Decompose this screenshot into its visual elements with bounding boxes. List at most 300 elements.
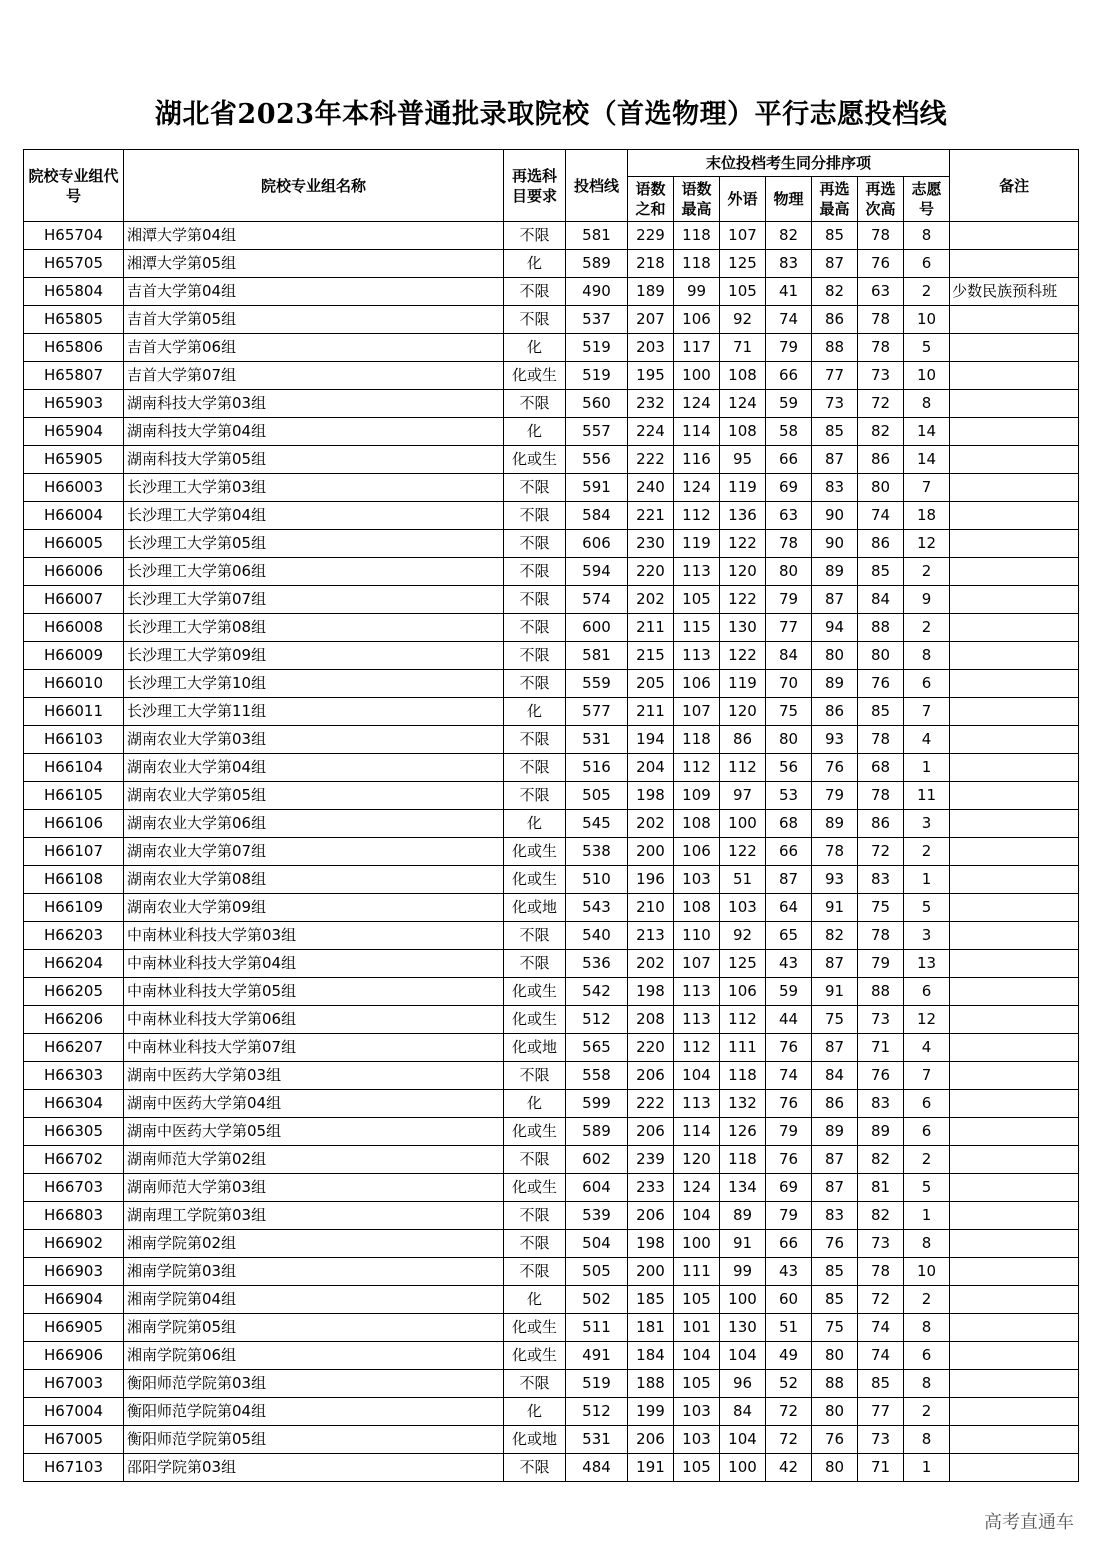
table-cell: 88	[812, 334, 858, 362]
table-cell: 207	[628, 306, 674, 334]
table-cell: 7	[904, 1062, 950, 1090]
table-cell: 不限	[504, 558, 566, 586]
table-cell: 3	[904, 810, 950, 838]
table-cell: 吉首大学第05组	[124, 306, 504, 334]
table-cell: 化	[504, 334, 566, 362]
table-cell: 112	[720, 1006, 766, 1034]
table-cell: 不限	[504, 306, 566, 334]
table-cell: 184	[628, 1342, 674, 1370]
table-cell	[950, 978, 1079, 1006]
table-cell: 77	[812, 362, 858, 390]
table-cell: 106	[674, 838, 720, 866]
table-cell: 6	[904, 978, 950, 1006]
table-row	[24, 810, 1079, 838]
table-cell: 85	[812, 1258, 858, 1286]
table-cell: 71	[858, 1454, 904, 1482]
table-cell: 75	[858, 894, 904, 922]
table-cell: 89	[858, 1118, 904, 1146]
table-row	[24, 250, 1079, 278]
table-cell: 化或生	[504, 838, 566, 866]
table-cell: 87	[812, 250, 858, 278]
table-cell: 132	[720, 1090, 766, 1118]
table-cell: 73	[858, 362, 904, 390]
table-cell: H66905	[24, 1314, 124, 1342]
table-cell: 205	[628, 670, 674, 698]
header-sub: 语数之和	[628, 177, 674, 222]
table-cell: 湖南中医药大学第03组	[124, 1062, 504, 1090]
table-cell: 118	[720, 1062, 766, 1090]
table-cell: 6	[904, 1342, 950, 1370]
table-cell: 80	[812, 1398, 858, 1426]
table-cell: 581	[566, 222, 628, 250]
table-cell: H66011	[24, 698, 124, 726]
table-cell: 56	[766, 754, 812, 782]
table-cell: 湖南农业大学第05组	[124, 782, 504, 810]
table-cell: 不限	[504, 1230, 566, 1258]
table-cell: 558	[566, 1062, 628, 1090]
table-cell: H65705	[24, 250, 124, 278]
table-cell: H66803	[24, 1202, 124, 1230]
table-cell: 491	[566, 1342, 628, 1370]
table-cell: 66	[766, 446, 812, 474]
table-cell: 545	[566, 810, 628, 838]
table-row	[24, 1258, 1079, 1286]
table-row	[24, 1062, 1079, 1090]
table-cell: 87	[812, 586, 858, 614]
table-cell: 125	[720, 250, 766, 278]
table-cell: 52	[766, 1370, 812, 1398]
table-cell: 78	[858, 334, 904, 362]
table-row	[24, 306, 1079, 334]
table-cell	[950, 558, 1079, 586]
table-cell: 74	[858, 1314, 904, 1342]
table-cell: H66203	[24, 922, 124, 950]
table-cell: 吉首大学第07组	[124, 362, 504, 390]
table-cell: 12	[904, 530, 950, 558]
table-row	[24, 1006, 1079, 1034]
table-row	[24, 1230, 1079, 1258]
table-cell: 189	[628, 278, 674, 306]
header-code: 院校专业组代号	[24, 150, 124, 222]
table-cell: 不限	[504, 754, 566, 782]
table-cell: 9	[904, 586, 950, 614]
table-cell: 124	[674, 474, 720, 502]
table-cell	[950, 642, 1079, 670]
table-cell: 中南林业科技大学第06组	[124, 1006, 504, 1034]
table-cell: H66207	[24, 1034, 124, 1062]
table-cell: 185	[628, 1286, 674, 1314]
table-cell: 92	[720, 306, 766, 334]
table-cell: 2	[904, 614, 950, 642]
table-cell: 103	[674, 866, 720, 894]
table-cell: 49	[766, 1342, 812, 1370]
table-cell: 72	[858, 1286, 904, 1314]
table-cell: 44	[766, 1006, 812, 1034]
table-cell: 103	[674, 1426, 720, 1454]
table-cell: 少数民族预科班	[950, 278, 1079, 306]
page-title: 湖北省2023年本科普通批录取院校（首选物理）平行志愿投档线	[154, 99, 948, 130]
table-row	[24, 418, 1079, 446]
table-cell: 112	[674, 754, 720, 782]
table-cell: 化或生	[504, 1006, 566, 1034]
table-row	[24, 530, 1079, 558]
table-cell: 100	[720, 810, 766, 838]
table-cell: 湘南学院第04组	[124, 1286, 504, 1314]
table-cell: 78	[812, 838, 858, 866]
table-row	[24, 1202, 1079, 1230]
table-cell: 化	[504, 418, 566, 446]
header-sub: 再选最高	[812, 177, 858, 222]
table-cell: 1	[904, 1202, 950, 1230]
table-row	[24, 1314, 1079, 1342]
table-cell	[950, 1314, 1079, 1342]
table-cell	[950, 754, 1079, 782]
table-cell	[950, 446, 1079, 474]
header-name: 院校专业组名称	[124, 150, 504, 222]
table-cell: 75	[766, 698, 812, 726]
header-sub: 语数最高	[674, 177, 720, 222]
table-cell: 96	[720, 1370, 766, 1398]
table-cell: 122	[720, 586, 766, 614]
table-cell: 117	[674, 334, 720, 362]
table-cell: 89	[720, 1202, 766, 1230]
table-cell: 4	[904, 1034, 950, 1062]
table-cell: 74	[858, 1342, 904, 1370]
table-cell: 198	[628, 978, 674, 1006]
table-cell: 79	[766, 586, 812, 614]
table-cell: 537	[566, 306, 628, 334]
table-cell: 505	[566, 782, 628, 810]
table-cell: 10	[904, 306, 950, 334]
table-cell	[950, 250, 1079, 278]
table-cell: 不限	[504, 502, 566, 530]
table-cell: 203	[628, 334, 674, 362]
table-cell: 10	[904, 1258, 950, 1286]
table-cell: 600	[566, 614, 628, 642]
table-cell: 103	[720, 894, 766, 922]
table-cell: 76	[766, 1146, 812, 1174]
table-cell: 72	[858, 390, 904, 418]
table-cell: H66108	[24, 866, 124, 894]
table-cell: 84	[858, 586, 904, 614]
table-cell: H66003	[24, 474, 124, 502]
table-cell: H66008	[24, 614, 124, 642]
table-cell: 长沙理工大学第11组	[124, 698, 504, 726]
table-cell	[950, 334, 1079, 362]
table-cell: 2	[904, 558, 950, 586]
table-cell: 76	[812, 1426, 858, 1454]
table-cell: 不限	[504, 1454, 566, 1482]
table-cell: 8	[904, 1370, 950, 1398]
table-cell: 59	[766, 978, 812, 1006]
table-row	[24, 698, 1079, 726]
table-cell	[950, 530, 1079, 558]
table-cell: 湖南理工学院第03组	[124, 1202, 504, 1230]
table-cell: 557	[566, 418, 628, 446]
table-cell: 239	[628, 1146, 674, 1174]
table-cell: 103	[674, 1398, 720, 1426]
table-cell: 不限	[504, 390, 566, 418]
table-cell: 188	[628, 1370, 674, 1398]
table-row	[24, 1342, 1079, 1370]
table-cell: 560	[566, 390, 628, 418]
table-cell: 82	[812, 922, 858, 950]
table-cell: 119	[674, 530, 720, 558]
table-row	[24, 278, 1079, 306]
header-requirement: 再选科目要求	[504, 150, 566, 222]
table-cell: 202	[628, 950, 674, 978]
table-cell: 107	[674, 950, 720, 978]
table-cell: 中南林业科技大学第05组	[124, 978, 504, 1006]
table-cell: 218	[628, 250, 674, 278]
table-cell: 88	[858, 978, 904, 1006]
table-cell: 湘潭大学第04组	[124, 222, 504, 250]
table-cell: 79	[766, 1202, 812, 1230]
table-cell: 200	[628, 838, 674, 866]
table-row	[24, 726, 1079, 754]
table-cell: 516	[566, 754, 628, 782]
table-cell: 101	[674, 1314, 720, 1342]
table-cell: 220	[628, 558, 674, 586]
table-cell: 不限	[504, 726, 566, 754]
table-cell: 90	[812, 502, 858, 530]
table-cell: 124	[674, 390, 720, 418]
table-row	[24, 1118, 1079, 1146]
table-cell: 505	[566, 1258, 628, 1286]
table-body	[24, 222, 1079, 1482]
table-cell: 136	[720, 502, 766, 530]
table-cell: 206	[628, 1062, 674, 1090]
table-row	[24, 1398, 1079, 1426]
table-cell	[950, 1062, 1079, 1090]
table-row	[24, 474, 1079, 502]
table-cell: 邵阳学院第03组	[124, 1454, 504, 1482]
table-cell: 89	[812, 810, 858, 838]
table-cell: 化或生	[504, 866, 566, 894]
table-cell: 134	[720, 1174, 766, 1202]
table-cell: 113	[674, 1090, 720, 1118]
table-cell: 不限	[504, 642, 566, 670]
table-cell: 97	[720, 782, 766, 810]
table-cell: 化	[504, 250, 566, 278]
table-cell: 110	[674, 922, 720, 950]
table-cell: 2	[904, 278, 950, 306]
table-cell: 202	[628, 586, 674, 614]
table-cell: 229	[628, 222, 674, 250]
footer-brand: 高考直通车	[984, 1512, 1074, 1533]
table-cell: 86	[720, 726, 766, 754]
table-cell: 87	[812, 446, 858, 474]
table-cell	[950, 1034, 1079, 1062]
table-cell	[950, 1426, 1079, 1454]
table-cell: 湘南学院第03组	[124, 1258, 504, 1286]
table-cell: 83	[812, 1202, 858, 1230]
table-cell: 519	[566, 1370, 628, 1398]
table-cell: 100	[674, 362, 720, 390]
table-cell: 吉首大学第04组	[124, 278, 504, 306]
table-cell: 589	[566, 1118, 628, 1146]
table-cell	[950, 1286, 1079, 1314]
table-cell: 84	[812, 1062, 858, 1090]
table-cell: 化或生	[504, 1314, 566, 1342]
table-cell: 87	[812, 1146, 858, 1174]
table-cell: 104	[674, 1202, 720, 1230]
table-cell: 95	[720, 446, 766, 474]
header-note: 备注	[950, 150, 1079, 222]
table-cell: 吉首大学第06组	[124, 334, 504, 362]
table-cell: 93	[812, 726, 858, 754]
table-cell: 化或生	[504, 978, 566, 1006]
table-cell	[950, 222, 1079, 250]
table-cell: 78	[858, 1258, 904, 1286]
table-cell: 100	[720, 1286, 766, 1314]
table-cell: 65	[766, 922, 812, 950]
table-cell: 112	[720, 754, 766, 782]
table-cell	[950, 614, 1079, 642]
table-cell: 不限	[504, 614, 566, 642]
table-cell: 213	[628, 922, 674, 950]
table-cell	[950, 474, 1079, 502]
table-cell: H66903	[24, 1258, 124, 1286]
table-cell: H66904	[24, 1286, 124, 1314]
table-cell: 80	[858, 642, 904, 670]
table-cell	[950, 922, 1079, 950]
table-cell: 113	[674, 642, 720, 670]
table-cell: 5	[904, 334, 950, 362]
table-cell: 68	[858, 754, 904, 782]
table-cell: 76	[858, 670, 904, 698]
table-cell: 89	[812, 670, 858, 698]
table-cell: 80	[766, 558, 812, 586]
table-cell: 63	[766, 502, 812, 530]
table-cell: 108	[674, 894, 720, 922]
table-cell: 540	[566, 922, 628, 950]
table-cell: 215	[628, 642, 674, 670]
table-cell: 43	[766, 1258, 812, 1286]
table-cell: 531	[566, 726, 628, 754]
table-cell: 91	[812, 978, 858, 1006]
table-cell: 106	[674, 306, 720, 334]
table-cell: 2	[904, 1398, 950, 1426]
table-cell: 87	[766, 866, 812, 894]
table-cell: 86	[812, 1090, 858, 1118]
table-cell: 89	[812, 1118, 858, 1146]
table-cell: 51	[766, 1314, 812, 1342]
table-cell: 112	[674, 502, 720, 530]
table-cell: 长沙理工大学第03组	[124, 474, 504, 502]
table-cell: 76	[812, 754, 858, 782]
table-cell	[950, 390, 1079, 418]
table-cell: 14	[904, 446, 950, 474]
table-cell: 7	[904, 698, 950, 726]
table-cell: 99	[720, 1258, 766, 1286]
table-cell: 不限	[504, 1258, 566, 1286]
table-row	[24, 222, 1079, 250]
table-cell: 565	[566, 1034, 628, 1062]
table-cell: 不限	[504, 474, 566, 502]
table-cell: H67005	[24, 1426, 124, 1454]
table-cell: H66906	[24, 1342, 124, 1370]
table-cell: 599	[566, 1090, 628, 1118]
table-cell: H66303	[24, 1062, 124, 1090]
table-cell: 不限	[504, 222, 566, 250]
table-cell: 71	[858, 1034, 904, 1062]
table-cell: 181	[628, 1314, 674, 1342]
table-cell: 湘南学院第02组	[124, 1230, 504, 1258]
table-cell: 8	[904, 390, 950, 418]
table-cell: 化或生	[504, 1174, 566, 1202]
table-cell: 116	[674, 446, 720, 474]
table-cell: H65804	[24, 278, 124, 306]
table-cell: 78	[858, 222, 904, 250]
table-cell: 75	[812, 1006, 858, 1034]
table-cell: 69	[766, 1174, 812, 1202]
table-cell: 82	[858, 418, 904, 446]
table-cell	[950, 950, 1079, 978]
table-cell: 湖南农业大学第06组	[124, 810, 504, 838]
table-cell: 519	[566, 334, 628, 362]
table-cell: 80	[766, 726, 812, 754]
table-cell: 220	[628, 1034, 674, 1062]
table-cell: 210	[628, 894, 674, 922]
table-cell: H65806	[24, 334, 124, 362]
table-cell: 536	[566, 950, 628, 978]
table-cell: 长沙理工大学第10组	[124, 670, 504, 698]
table-cell: 111	[720, 1034, 766, 1062]
table-cell: 不限	[504, 1146, 566, 1174]
table-cell: 85	[812, 1286, 858, 1314]
table-cell	[950, 1454, 1079, 1482]
table-cell: 91	[812, 894, 858, 922]
table-cell: 206	[628, 1426, 674, 1454]
table-cell: 84	[720, 1398, 766, 1426]
table-cell: 106	[674, 670, 720, 698]
table-row	[24, 1146, 1079, 1174]
table-cell: 542	[566, 978, 628, 1006]
table-cell: H66204	[24, 950, 124, 978]
table-cell	[950, 306, 1079, 334]
table-cell: H66007	[24, 586, 124, 614]
table-cell: 湖南科技大学第05组	[124, 446, 504, 474]
table-cell	[950, 586, 1079, 614]
table-cell: 不限	[504, 530, 566, 558]
table-cell: 198	[628, 1230, 674, 1258]
table-cell: 73	[858, 1426, 904, 1454]
table-cell: 化或生	[504, 1118, 566, 1146]
table-cell: 化或地	[504, 1426, 566, 1454]
table-cell: 108	[674, 810, 720, 838]
table-cell: 衡阳师范学院第05组	[124, 1426, 504, 1454]
table-cell: 107	[674, 698, 720, 726]
table-cell: H67004	[24, 1398, 124, 1426]
table-cell: 584	[566, 502, 628, 530]
header-score: 投档线	[566, 150, 628, 222]
table-cell: 105	[674, 1286, 720, 1314]
table-cell: 88	[858, 614, 904, 642]
table-cell: 105	[674, 586, 720, 614]
table-cell: 200	[628, 1258, 674, 1286]
table-cell: 化或地	[504, 894, 566, 922]
table-cell: 73	[858, 1230, 904, 1258]
table-cell: 77	[766, 614, 812, 642]
table-cell	[950, 418, 1079, 446]
table-row	[24, 1370, 1079, 1398]
table-cell: 118	[674, 250, 720, 278]
table-cell: 543	[566, 894, 628, 922]
table-cell: 43	[766, 950, 812, 978]
table-cell: 538	[566, 838, 628, 866]
table-cell: 83	[858, 1090, 904, 1118]
